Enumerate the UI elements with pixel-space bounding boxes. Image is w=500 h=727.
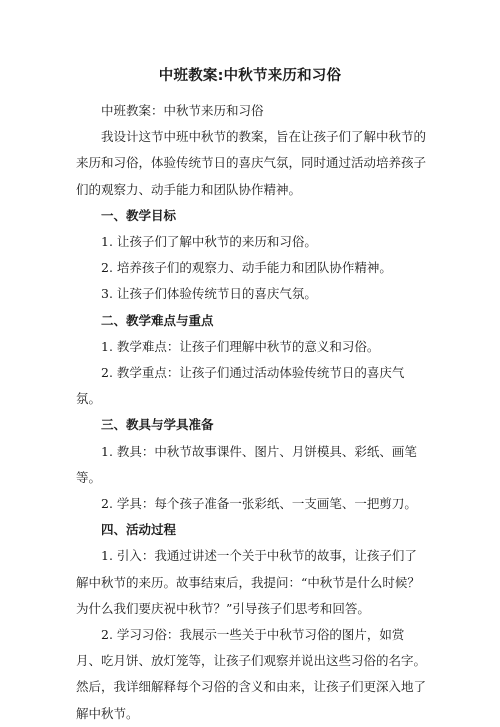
document-title: 中班教案:中秋节来历和习俗 (158, 68, 342, 84)
list-item: 1. 引入：我通过讲述一个关于中秋节的故事，让孩子们了解中秋节的来历。故事结束后，我提问：“中秋节是什么时候？为什么我们要庆祝中秋节？”引导孩子们思考和回答。 (76, 548, 420, 616)
section-heading-goals: 一、教学目标 (101, 207, 177, 223)
intro-paragraph: 我设计这节中班中秋节的教案，旨在让孩子们了解中秋节的来历和习俗，体验传统节日的喜庆气氛，同时通过活动培养孩子们的观察力、动手能力和团队协作精神。 (76, 129, 427, 197)
list-item: 1. 教具：中秋节故事课件、图片、月饼模具、彩纸、画笔等。 (76, 443, 417, 485)
section-heading-process: 四、活动过程 (101, 522, 177, 538)
subtitle-paragraph: 中班教案：中秋节来历和习俗 (101, 103, 264, 118)
list-item: 2. 学具：每个孩子准备一张彩纸、一支画笔、一把剪刀。 (101, 496, 417, 512)
list-item: 3. 让孩子们体验传统节日的喜庆气氛。 (101, 286, 317, 302)
list-item: 2. 培养孩子们的观察力、动手能力和团队协作精神。 (101, 260, 392, 276)
document-body (76, 98, 426, 727)
list-item: 2. 学习习俗：我展示一些关于中秋节习俗的图片，如赏月、吃月饼、放灯笼等，让孩子们观察并说出这些习俗的名字。然后，我详细解释每个习俗的含义和由来，让孩子们更深入地了解中秋节。 (76, 627, 427, 721)
list-item: 2. 教学重点：让孩子们通过活动体验传统节日的喜庆气氛。 (76, 365, 405, 407)
list-item: 1. 教学难点：让孩子们理解中秋节的意义和习俗。 (101, 338, 380, 354)
list-item: 1. 让孩子们了解中秋节的来历和习俗。 (101, 234, 317, 250)
section-heading-difficulties: 二、教学难点与重点 (101, 312, 214, 328)
section-heading-materials: 三、教具与学具准备 (101, 417, 214, 433)
